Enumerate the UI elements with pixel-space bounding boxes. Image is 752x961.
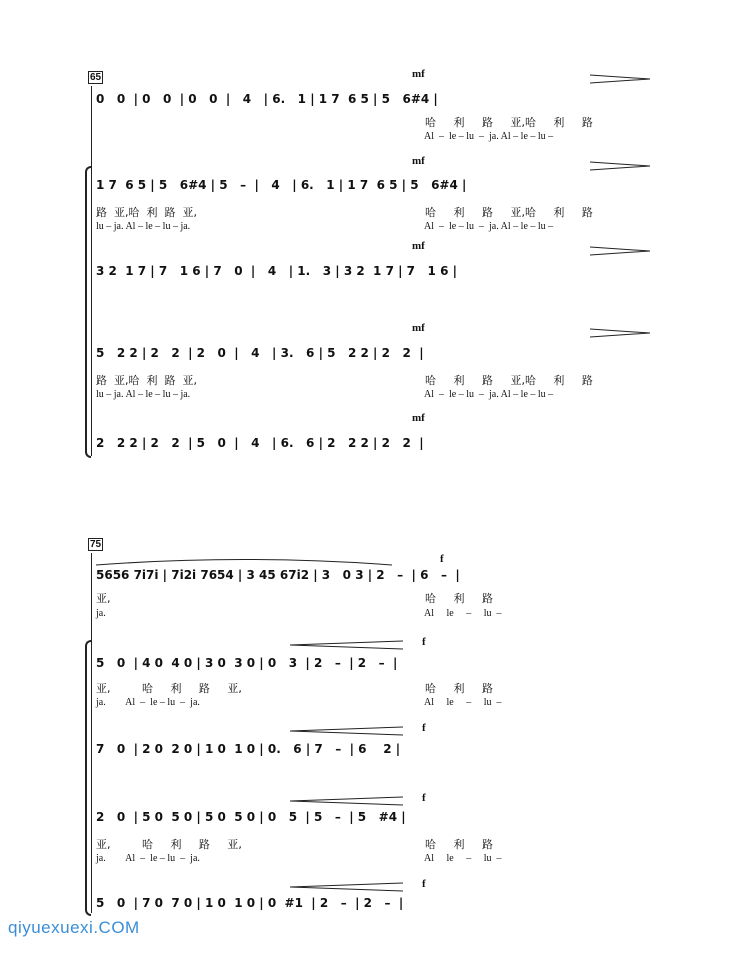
dynamic-f: f: [422, 878, 426, 890]
lyrics-chinese: 亚, 哈 利 路 亚,: [96, 838, 242, 851]
lyrics-latin: lu – ja. Al – le – lu – ja.: [96, 221, 191, 232]
dynamic-f: f: [422, 722, 426, 734]
staff-notes: 5 0 | 4 0 4 0 | 3 0 3 0 | 0 3 | 2 – | 2 – |: [96, 656, 398, 670]
lyrics-latin: ja.: [96, 608, 106, 619]
lyrics-chinese: 亚, 哈 利 路 亚,: [96, 682, 242, 695]
staff-notes: 5 2 2 | 2 2 | 2 0 | 4 | 3. 6 | 5 2 2 | 2 2 |: [96, 346, 424, 360]
choir-brace: [85, 640, 91, 916]
staff-notes: 5656 7i7i | 7i2i 7654 | 3 45 67i2 | 3 0 3 | 2 – | 6 – |: [96, 568, 460, 582]
system-line: [91, 86, 92, 456]
lyrics-latin: Al le – lu –: [424, 853, 502, 864]
staff-notes: 1 7 6 5 | 5 6#4 | 5 – | 4 | 6. 1 | 1 7 6 5 | 5 6#4 |: [96, 178, 467, 192]
lyrics-chinese: 哈 利 路: [425, 682, 493, 695]
lyrics-chinese: 亚,: [96, 592, 111, 605]
system-line: [91, 553, 92, 913]
lyrics-chinese: 哈 利 路 亚,哈 利 路: [425, 206, 593, 219]
staff-notes: 7 0 | 2 0 2 0 | 1 0 1 0 | 0. 6 | 7 – | 6 2 |: [96, 742, 401, 756]
crescendo-hairpin: [290, 882, 405, 892]
measure-number-75: 75: [90, 539, 102, 550]
slur: [94, 556, 394, 566]
staff-notes: 5 0 | 7 0 7 0 | 1 0 1 0 | 0 #1 | 2 – | 2 – |: [96, 896, 404, 910]
crescendo-hairpin: [290, 796, 405, 806]
dynamic-f: f: [422, 792, 426, 804]
dynamic-f: f: [422, 636, 426, 648]
diminuendo-hairpin: [590, 328, 652, 338]
diminuendo-hairpin: [590, 246, 652, 256]
lyrics-latin: lu – ja. Al – le – lu – ja.: [96, 389, 191, 400]
crescendo-hairpin: [290, 640, 405, 650]
measure-number-65: 65: [90, 72, 102, 83]
lyrics-latin: Al – le – lu – ja. Al – le – lu –: [424, 221, 554, 232]
lyrics-latin: ja. Al – le – lu – ja.: [96, 853, 200, 864]
lyrics-chinese: 哈 利 路 亚,哈 利 路: [425, 116, 593, 129]
diminuendo-hairpin: [590, 74, 652, 84]
choir-brace: [85, 166, 91, 458]
dynamic-mf: mf: [412, 240, 425, 252]
dynamic-mf: mf: [412, 68, 425, 80]
staff-notes: 2 2 2 | 2 2 | 5 0 | 4 | 6. 6 | 2 2 2 | 2 2 |: [96, 436, 424, 450]
lyrics-latin: Al – le – lu – ja. Al – le – lu –: [424, 389, 554, 400]
lyrics-latin: ja. Al – le – lu – ja.: [96, 697, 200, 708]
lyrics-latin: Al le – lu –: [424, 608, 502, 619]
lyrics-chinese: 哈 利 路: [425, 592, 493, 605]
staff-notes: 3 2 1 7 | 7 1 6 | 7 0 | 4 | 1. 3 | 3 2 1 7 | 7 1 6 |: [96, 264, 457, 278]
lyrics-chinese: 哈 利 路: [425, 838, 493, 851]
lyrics-latin: Al le – lu –: [424, 697, 502, 708]
lyrics-latin: Al – le – lu – ja. Al – le – lu –: [424, 131, 554, 142]
dynamic-mf: mf: [412, 155, 425, 167]
lyrics-chinese: 哈 利 路 亚,哈 利 路: [425, 374, 593, 387]
lyrics-chinese: 路 亚,哈 利 路 亚,: [96, 374, 197, 387]
lyrics-chinese: 路 亚,哈 利 路 亚,: [96, 206, 197, 219]
dynamic-mf: mf: [412, 322, 425, 334]
crescendo-hairpin: [290, 726, 405, 736]
site-watermark: qiyuexuexi.COM: [8, 918, 140, 937]
dynamic-f: f: [440, 553, 444, 565]
staff-notes: 2 0 | 5 0 5 0 | 5 0 5 0 | 0 5 | 5 – | 5 #4 |: [96, 810, 406, 824]
diminuendo-hairpin: [590, 161, 652, 171]
staff-notes: 0 0 | 0 0 | 0 0 | 4 | 6. 1 | 1 7 6 5 | 5 6#4 |: [96, 92, 438, 106]
dynamic-mf: mf: [412, 412, 425, 424]
